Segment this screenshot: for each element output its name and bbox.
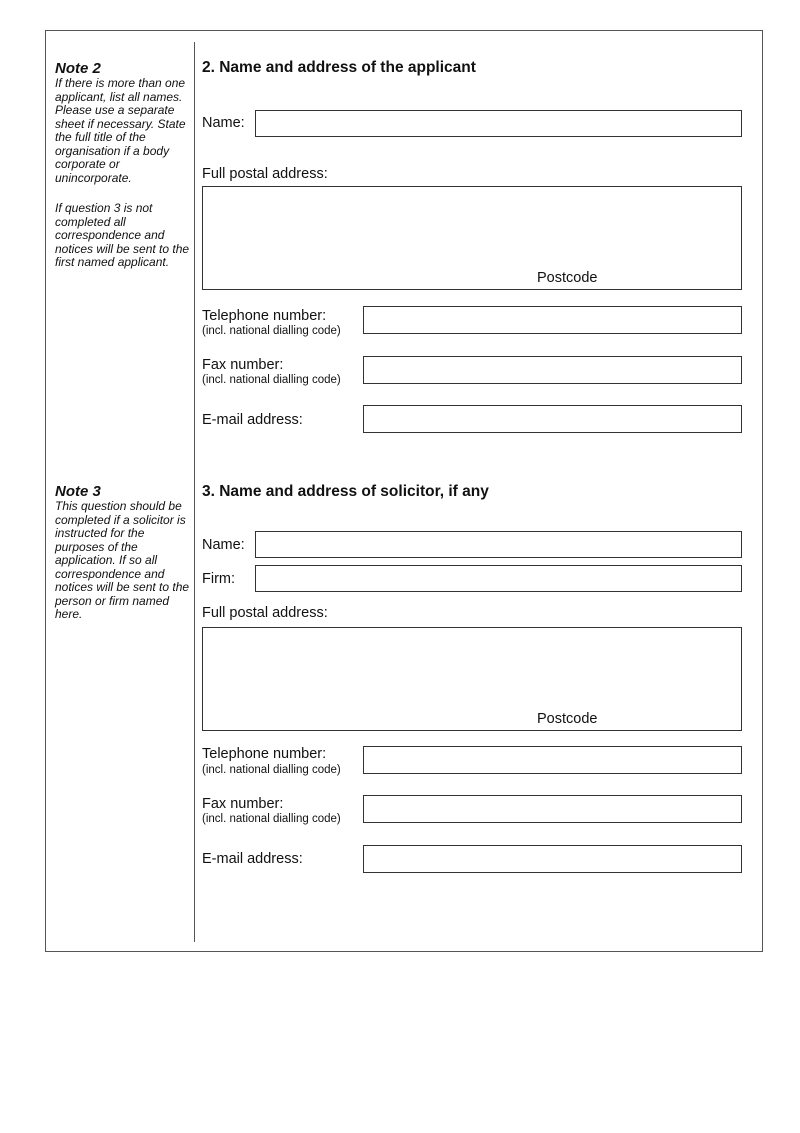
solicitor-telephone-label: Telephone number: <box>202 746 327 762</box>
applicant-email-label: E-mail address: <box>202 412 303 428</box>
solicitor-name-label: Name: <box>202 537 245 553</box>
note-2-paragraph-2: If question 3 is not completed all correspondence and notices will be sent to the first named applicant. <box>55 201 190 269</box>
applicant-telephone-label: Telephone number: <box>202 308 327 324</box>
solicitor-email-input[interactable] <box>363 845 742 873</box>
applicant-fax-sublabel: (incl. national dialling code) <box>202 374 341 386</box>
applicant-section-heading: 2. Name and address of the applicant <box>202 59 476 76</box>
applicant-fax-input[interactable] <box>363 356 742 384</box>
applicant-fax-label: Fax number: <box>202 357 284 373</box>
solicitor-fax-sublabel: (incl. national dialling code) <box>202 813 341 825</box>
solicitor-fax-input[interactable] <box>363 795 742 823</box>
applicant-email-input[interactable] <box>363 405 742 433</box>
note-2-paragraph-1: If there is more than one applicant, list all names. Please use a separate sheet if necessary. State the full title of the organisation if a body corporate or unincorporate. <box>55 76 186 185</box>
solicitor-telephone-input[interactable] <box>363 746 742 774</box>
note-3 <box>55 483 192 622</box>
solicitor-telephone-sublabel: (incl. national dialling code) <box>202 764 341 776</box>
applicant-postcode-label: Postcode <box>537 270 598 286</box>
note-2 <box>55 60 192 270</box>
solicitor-email-label: E-mail address: <box>202 851 303 867</box>
solicitor-postcode-label: Postcode <box>537 711 598 727</box>
solicitor-section-heading: 3. Name and address of solicitor, if any <box>202 483 489 500</box>
solicitor-firm-label: Firm: <box>202 571 236 587</box>
applicant-telephone-sublabel: (incl. national dialling code) <box>202 325 341 337</box>
applicant-name-input[interactable] <box>255 110 742 137</box>
solicitor-fax-label: Fax number: <box>202 796 284 812</box>
note-3-title: Note 3 <box>55 483 101 500</box>
applicant-address-label: Full postal address: <box>202 166 328 182</box>
solicitor-address-input[interactable] <box>202 627 742 731</box>
applicant-telephone-input[interactable] <box>363 306 742 334</box>
solicitor-firm-input[interactable] <box>255 565 742 592</box>
note-2-title: Note 2 <box>55 60 101 77</box>
applicant-name-label: Name: <box>202 115 245 131</box>
solicitor-address-label: Full postal address: <box>202 605 328 621</box>
applicant-address-input[interactable] <box>202 186 742 290</box>
note-3-paragraph-1: This question should be completed if a solicitor is instructed for the purposes of the application. If so all correspondence and notices will be sent to the person or firm named here. <box>55 499 190 621</box>
column-divider <box>194 42 195 942</box>
solicitor-name-input[interactable] <box>255 531 742 558</box>
